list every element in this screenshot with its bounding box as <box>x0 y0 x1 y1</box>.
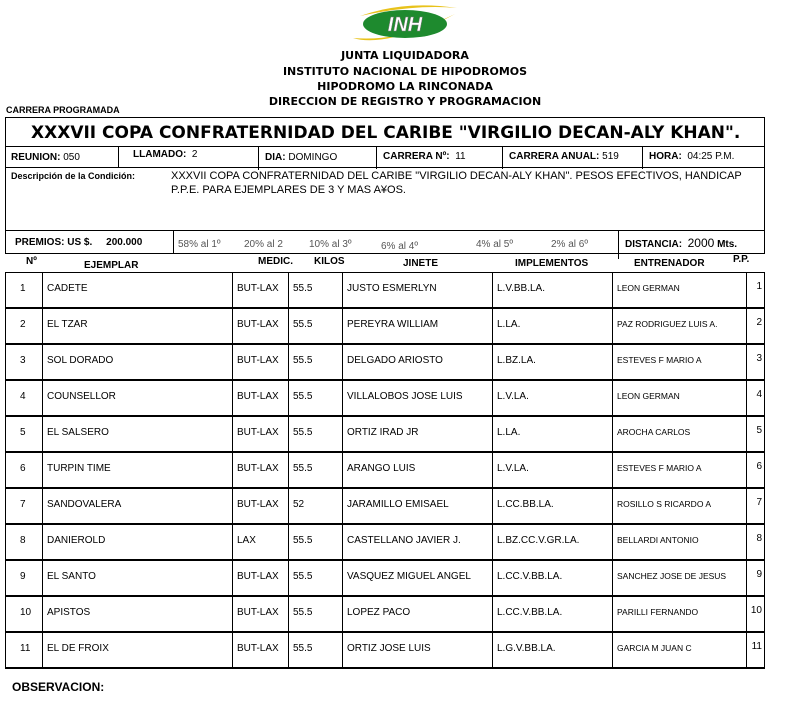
cell-num: 6 <box>5 453 42 487</box>
cell-entrenador: BELLARDI ANTONIO <box>612 525 746 559</box>
cell-num: 11 <box>5 633 42 667</box>
table-row <box>5 489 765 525</box>
header-line: INSTITUTO NACIONAL DE HIPODROMOS <box>282 65 528 78</box>
pct-1: 58% al 1º <box>178 239 221 250</box>
cell-medic: BUT-LAX <box>232 489 288 523</box>
table-row <box>5 597 765 633</box>
col-implementos: IMPLEMENTOS <box>515 258 589 269</box>
cell-entrenador: GARCIA M JUAN C <box>612 633 746 667</box>
cell-medic: BUT-LAX <box>232 633 288 667</box>
cell-kilos: 52 <box>288 489 342 523</box>
distancia-value: 2000 <box>687 236 715 250</box>
inh-logo <box>345 2 465 46</box>
col-kilos: KILOS <box>314 256 345 267</box>
premios-label: PREMIOS: US $. <box>15 237 93 248</box>
cell-implementos: L.G.V.BB.LA. <box>492 633 612 667</box>
cell-jinete: VILLALOBOS JOSE LUIS <box>342 381 492 415</box>
table-row <box>5 345 765 381</box>
cell-kilos: 55.5 <box>288 561 342 595</box>
cell-pp: 7 <box>746 489 765 523</box>
observacion-label: OBSERVACION: <box>12 680 105 694</box>
cell-kilos: 55.5 <box>288 525 342 559</box>
table-row <box>5 633 765 669</box>
cell-implementos: L.LA. <box>492 309 612 343</box>
col-num: Nº <box>26 256 37 267</box>
carrera-label: CARRERA Nº: <box>383 151 450 162</box>
table-row <box>5 381 765 417</box>
cell-entrenador: ESTEVES F MARIO A <box>612 453 746 487</box>
cell-pp: 5 <box>746 417 765 451</box>
cell-entrenador: ROSILLO S RICARDO A <box>612 489 746 523</box>
cell-num: 8 <box>5 525 42 559</box>
cell-medic: BUT-LAX <box>232 309 288 343</box>
cell-medic: BUT-LAX <box>232 417 288 451</box>
section-label: CARRERA PROGRAMADA <box>6 105 120 115</box>
cell-entrenador: PARILLI FERNANDO <box>612 597 746 631</box>
col-medic: MEDIC. <box>258 256 293 267</box>
cell-entrenador: ESTEVES F MARIO A <box>612 345 746 379</box>
cell-entrenador: PAZ RODRIGUEZ LUIS A. <box>612 309 746 343</box>
cell-ejemplar: COUNSELLOR <box>42 381 232 415</box>
race-title: XXXVII COPA CONFRATERNIDAD DEL CARIBE "VIRGILIO DECAN-ALY KHAN". <box>31 123 741 143</box>
condition-label: Descripción de la Condición: <box>11 171 136 181</box>
cell-pp: 2 <box>746 309 765 343</box>
cell-medic: BUT-LAX <box>232 381 288 415</box>
cell-pp: 6 <box>746 453 765 487</box>
header-line: DIRECCION DE REGISTRO Y PROGRAMACION <box>268 95 542 108</box>
table-row <box>5 525 765 561</box>
cell-pp: 3 <box>746 345 765 379</box>
cell-ejemplar: EL SANTO <box>42 561 232 595</box>
cell-pp: 11 <box>746 633 765 667</box>
cell-ejemplar: DANIEROLD <box>42 525 232 559</box>
cell-pp: 1 <box>746 273 765 307</box>
cell-implementos: L.V.LA. <box>492 381 612 415</box>
cell-entrenador: LEON GERMAN <box>612 273 746 307</box>
cell-implementos: L.CC.BB.LA. <box>492 489 612 523</box>
pct-4: 6% al 4º <box>381 241 419 252</box>
cell-ejemplar: EL SALSERO <box>42 417 232 451</box>
col-ejemplar: EJEMPLAR <box>84 260 139 271</box>
llamado-label: LLAMADO: <box>133 149 187 160</box>
carrera-value: 11 <box>455 151 466 162</box>
race-meta-row <box>6 146 764 168</box>
cell-medic: BUT-LAX <box>232 597 288 631</box>
cell-jinete: CASTELLANO JAVIER J. <box>342 525 492 559</box>
cell-entrenador: LEON GERMAN <box>612 381 746 415</box>
cell-jinete: DELGADO ARIOSTO <box>342 345 492 379</box>
cell-implementos: L.V.BB.LA. <box>492 273 612 307</box>
cell-pp: 9 <box>746 561 765 595</box>
cell-ejemplar: EL TZAR <box>42 309 232 343</box>
cell-kilos: 55.5 <box>288 417 342 451</box>
cell-implementos: L.BZ.LA. <box>492 345 612 379</box>
premios-row <box>6 230 764 254</box>
premios-value: 200.000 <box>106 237 143 248</box>
cell-num: 3 <box>5 345 42 379</box>
cell-ejemplar: SOL DORADO <box>42 345 232 379</box>
col-jinete: JINETE <box>403 258 439 269</box>
cell-num: 9 <box>5 561 42 595</box>
col-entrenador: ENTRENADOR <box>634 258 705 269</box>
hora-label: HORA: <box>649 151 682 162</box>
cell-kilos: 55.5 <box>288 309 342 343</box>
cell-ejemplar: TURPIN TIME <box>42 453 232 487</box>
cell-num: 5 <box>5 417 42 451</box>
cell-jinete: PEREYRA WILLIAM <box>342 309 492 343</box>
pct-2: 20% al 2 <box>244 239 283 250</box>
cell-medic: LAX <box>232 525 288 559</box>
header-line: JUNTA LIQUIDADORA <box>341 49 469 62</box>
race-info-box <box>5 117 765 254</box>
cell-ejemplar: EL DE FROIX <box>42 633 232 667</box>
cell-jinete: ARANGO LUIS <box>342 453 492 487</box>
distancia-label: DISTANCIA: <box>625 239 683 250</box>
cell-implementos: L.LA. <box>492 417 612 451</box>
cell-kilos: 55.5 <box>288 453 342 487</box>
anual-value: 519 <box>602 151 619 162</box>
entries-table <box>5 272 765 654</box>
cell-kilos: 55.5 <box>288 597 342 631</box>
condition-text: XXXVII COPA CONFRATERNIDAD DEL CARIBE "VIRGILIO DECAN-ALY KHAN". PESOS EFECTIVOS, HANDICAP P.P.E. PARA EJEMPLARES DE 3 Y MAS A¥OS. <box>171 170 742 196</box>
cell-kilos: 55.5 <box>288 273 342 307</box>
cell-num: 2 <box>5 309 42 343</box>
cell-entrenador: AROCHA CARLOS <box>612 417 746 451</box>
cell-jinete: JUSTO ESMERLYN <box>342 273 492 307</box>
cell-implementos: L.CC.V.BB.LA. <box>492 561 612 595</box>
cell-num: 10 <box>5 597 42 631</box>
table-row <box>5 453 765 489</box>
distancia-unit: Mts. <box>717 239 738 250</box>
cell-jinete: VASQUEZ MIGUEL ANGEL <box>342 561 492 595</box>
cell-num: 7 <box>5 489 42 523</box>
pct-6: 2% al 6º <box>551 239 589 250</box>
cell-jinete: ORTIZ IRAD JR <box>342 417 492 451</box>
anual-label: CARRERA ANUAL: <box>509 151 600 162</box>
col-pp: P.P. <box>733 254 750 265</box>
cell-jinete: ORTIZ JOSE LUIS <box>342 633 492 667</box>
cell-implementos: L.V.LA. <box>492 453 612 487</box>
dia-label: DIA: <box>265 152 286 163</box>
table-row <box>5 417 765 453</box>
cell-kilos: 55.5 <box>288 345 342 379</box>
cell-jinete: JARAMILLO EMISAEL <box>342 489 492 523</box>
dia-value: DOMINGO <box>288 152 338 163</box>
table-row <box>5 561 765 597</box>
table-row <box>5 273 765 309</box>
cell-ejemplar: APISTOS <box>42 597 232 631</box>
cell-jinete: LOPEZ PACO <box>342 597 492 631</box>
cell-pp: 10 <box>746 597 765 631</box>
cell-ejemplar: CADETE <box>42 273 232 307</box>
cell-ejemplar: SANDOVALERA <box>42 489 232 523</box>
cell-medic: BUT-LAX <box>232 345 288 379</box>
cell-implementos: L.BZ.CC.V.GR.LA. <box>492 525 612 559</box>
cell-entrenador: SANCHEZ JOSE DE JESUS <box>612 561 746 595</box>
cell-pp: 8 <box>746 525 765 559</box>
hora-value: 04:25 P.M. <box>687 151 735 162</box>
cell-medic: BUT-LAX <box>232 561 288 595</box>
cell-kilos: 55.5 <box>288 633 342 667</box>
svg-text:INH: INH <box>387 14 423 36</box>
cell-implementos: L.CC.V.BB.LA. <box>492 597 612 631</box>
pct-3: 10% al 3º <box>309 239 352 250</box>
cell-kilos: 55.5 <box>288 381 342 415</box>
cell-medic: BUT-LAX <box>232 273 288 307</box>
reunion-label: REUNION: <box>11 152 61 163</box>
cell-num: 1 <box>5 273 42 307</box>
table-row <box>5 309 765 345</box>
pct-5: 4% al 5º <box>476 239 514 250</box>
llamado-value: 2 <box>191 149 198 160</box>
cell-medic: BUT-LAX <box>232 453 288 487</box>
reunion-value: 050 <box>63 152 80 163</box>
header-line: HIPODROMO LA RINCONADA <box>317 80 493 93</box>
cell-pp: 4 <box>746 381 765 415</box>
cell-num: 4 <box>5 381 42 415</box>
